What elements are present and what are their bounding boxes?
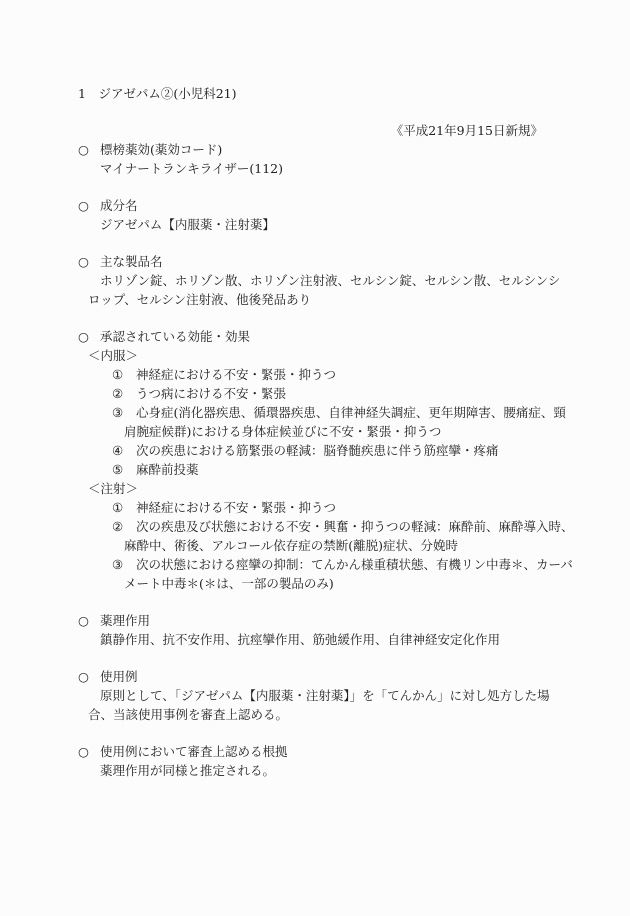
section-text: ジアゼパム【内服薬・注射薬】 xyxy=(100,217,275,232)
section-text: ホリゾン錠、ホリゾン散、ホリゾン注射液、セルシン錠、セルシン散、セルシンシ xyxy=(100,273,561,288)
item-number: ⑤ xyxy=(112,462,124,477)
section-heading-products: 主な製品名 xyxy=(100,254,163,269)
list-item: うつ病における不安・緊張 xyxy=(136,386,287,401)
list-item-continuation: メート中毒＊(＊は、一部の製品のみ) xyxy=(124,576,334,591)
item-number: ③ xyxy=(112,557,124,572)
group-label-injection: ＜注射＞ xyxy=(88,481,139,496)
item-number: ① xyxy=(112,500,124,515)
item-number: ② xyxy=(112,519,124,534)
list-item: 神経症における不安・緊張・抑うつ xyxy=(136,367,337,382)
list-item: 心身症(消化器疾患、循環器疾患、自律神経失調症、更年期障害、腰痛症、頸 xyxy=(136,405,566,420)
section-heading-rationale: 使用例において審査上認める根拠 xyxy=(100,744,288,759)
list-item: 次の状態における痙攣の抑制：てんかん様重積状態、有機リン中毒＊、カーバ xyxy=(136,557,573,572)
section-text: 合、当該使用事例を審査上認める。 xyxy=(88,707,289,722)
list-item: 神経症における不安・緊張・抑うつ xyxy=(136,500,337,515)
section-heading-ingredient: 成分名 xyxy=(100,198,138,213)
section-text: ロップ、セルシン注射液、他後発品あり xyxy=(88,292,312,307)
bullet-circle-icon: ○ xyxy=(78,254,89,269)
bullet-circle-icon: ○ xyxy=(78,198,89,213)
list-item-continuation: 肩腕症候群)における身体症候並びに不安・緊張・抑うつ xyxy=(124,424,442,439)
list-item-continuation: 麻酔中、術後、アルコール依存症の禁断(離脱)症状、分娩時 xyxy=(124,538,459,553)
section-heading-indication-category: 標榜薬効(薬効コード) xyxy=(100,142,223,157)
list-item: 次の疾患及び状態における不安・興奮・抑うつの軽減：麻酔前、麻酔導入時、 xyxy=(136,519,574,534)
section-heading-usage-example: 使用例 xyxy=(100,669,138,684)
bullet-circle-icon: ○ xyxy=(78,613,89,628)
section-heading-pharmacology: 薬理作用 xyxy=(100,613,151,628)
bullet-circle-icon: ○ xyxy=(78,329,89,344)
bullet-circle-icon: ○ xyxy=(78,744,89,759)
section-text: マイナートランキライザー(112) xyxy=(100,161,283,176)
item-number: ④ xyxy=(112,443,124,458)
item-number: ② xyxy=(112,386,124,401)
section-text: 鎮静作用、抗不安作用、抗痙攣作用、筋弛緩作用、自律神経安定化作用 xyxy=(100,632,501,647)
bullet-circle-icon: ○ xyxy=(78,669,89,684)
item-number: ① xyxy=(112,367,124,382)
date-note: 《平成21年9月15日新規》 xyxy=(390,123,543,138)
group-label-oral: ＜内服＞ xyxy=(88,348,139,363)
bullet-circle-icon: ○ xyxy=(78,142,89,157)
section-text: 薬理作用が同様と推定される。 xyxy=(100,763,276,778)
section-text: 原則として、「ジアゼパム【内服薬・注射薬】」を「てんかん」に対し処方した場 xyxy=(100,688,550,703)
list-item: 次の疾患における筋緊張の軽減：脳脊髄疾患に伴う筋痙攣・疼痛 xyxy=(136,443,499,458)
section-heading-indications: 承認されている効能・効果 xyxy=(100,329,251,344)
item-number: ③ xyxy=(112,405,124,420)
list-item: 麻酔前投薬 xyxy=(136,462,199,477)
document-title: 1 ジアゼパム②(小児科21) xyxy=(78,86,237,101)
